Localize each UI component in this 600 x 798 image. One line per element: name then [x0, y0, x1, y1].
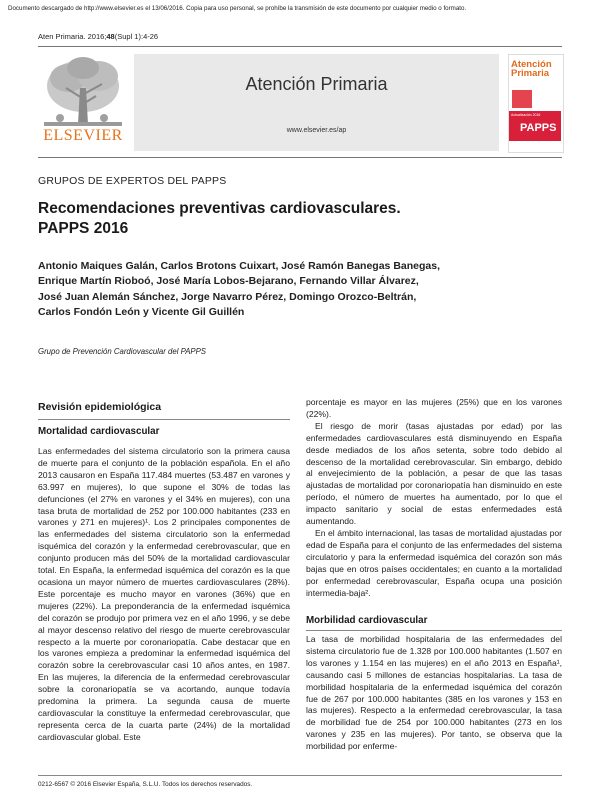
- elsevier-wordmark: ELSEVIER: [43, 127, 123, 144]
- heading-cardiovascular-morbidity: Morbilidad cardiovascular: [306, 615, 428, 626]
- journal-banner: [134, 54, 499, 151]
- download-watermark: Documento descargado de http://www.elsevier.es el 13/06/2016. Copia para uso personal, se prohíbe la transmisión de este documento por cualquier medio o formato.: [8, 5, 467, 12]
- cover-title: [511, 60, 561, 78]
- citation-volume: 48: [106, 32, 115, 41]
- body-paragraph: La tasa de morbilidad hospitalaria de las enfermedades del sistema circulatorio fue de 1.328 por 100.000 habitantes (1.507 en los varones y 1.154 en las mujeres) en el año 2013 en España¹, causando casi 5 millones de estancias hospitalarias. La tasa de morbilidad hospitalaria de la enfermedad isquémica del corazón fue de 267 por 100.000 habitantes (385 en los varones y 153 en las mujeres). Respecto a la enfermedad cerebrovascular, la tasa de morbilidad fue de 254 por 100.000 habitantes (273 en los varones y 235 en las mujeres). Por tanto, se observa que la morbilidad por enferme-: [306, 634, 562, 752]
- right-column-body-lower: [306, 634, 562, 753]
- citation-prefix: Aten Primaria. 2016;: [38, 32, 107, 41]
- authors-line-4: Carlos Fondón León y Vicente Gil Guillén: [38, 305, 245, 318]
- authors-line-3: José Juan Alemán Sánchez, Jorge Navarro Pérez, Domingo Orozco-Beltrán,: [38, 290, 417, 303]
- section-rule: [38, 419, 290, 420]
- heading-cardiovascular-mortality: Mortalidad cardiovascular: [38, 426, 160, 437]
- body-paragraph: El riesgo de morir (tasas ajustadas por edad) por las enfermedades cardiovasculares está disminuyendo en España desde mediados de los años setenta, sobre todo debido al descenso de la mortalidad cerebrovascular. Sin embargo, debido al envejecimiento de la población, a pesar de que las tasas ajustadas de mortalidad por coronariopatía han disminuido en este período, el número de muertes ha aumentado, por lo que el impacto sanitario y social de estas enfermedades está aumentando.: [306, 420, 562, 527]
- section-rule: [306, 630, 562, 631]
- right-column-body: [306, 397, 562, 599]
- authors-line-2: Enrique Martín Rioboó, José María Lobos-Bejarano, Fernando Villar Álvarez,: [38, 275, 419, 288]
- body-paragraph: porcentaje es mayor en las mujeres (25%) que en los varones (22%).: [306, 397, 562, 419]
- cover-graphic: [512, 90, 532, 108]
- journal-url[interactable]: www.elsevier.es/ap: [286, 127, 347, 134]
- body-paragraph: En el ámbito internacional, las tasas de mortalidad ajustadas por edad de España para el conjunto de las enfermedades del sistema circulatorio y para la enfermedad isquémica del corazón son más bajas que en otros países occidentales; en cuanto a la mortalidad por enfermedad cerebrovascular, España ocupa una posición intermedia-baja².: [306, 527, 562, 598]
- section-group-label: GRUPOS DE EXPERTOS DEL PAPPS: [38, 175, 227, 187]
- copyright-footer: 0212-6567 © 2016 Elsevier España, S.L.U. Todos los derechos reservados.: [38, 781, 253, 788]
- journal-name: Atención Primaria: [245, 74, 388, 94]
- header-top-rule: [38, 46, 562, 47]
- citation-suffix: (Supl 1):4-26: [114, 32, 159, 41]
- paper-title: [38, 199, 538, 239]
- cover-title-line2: Primaria: [511, 68, 550, 79]
- cover-title-line1: Atención: [511, 59, 552, 70]
- journal-citation: [38, 32, 158, 41]
- footer-rule: [38, 775, 562, 776]
- authors-line-1: Antonio Maiques Galán, Carlos Brotons Cuixart, José Ramón Banegas Banegas,: [38, 260, 441, 272]
- heading-epidemiological-review: Revisión epidemiológica: [38, 401, 162, 413]
- title-line-1: Recomendaciones preventivas cardiovasculares.: [38, 200, 401, 217]
- cover-subtitle: Actualización 2016: [511, 113, 541, 117]
- author-list: [38, 259, 558, 320]
- title-line-2: PAPPS 2016: [38, 220, 129, 237]
- affiliation: Grupo de Prevención Cardiovascular del PAPPS: [38, 347, 207, 356]
- left-column-body: [38, 446, 290, 744]
- header-bottom-rule: [38, 157, 562, 158]
- cover-papps-label: PAPPS: [520, 122, 557, 134]
- body-paragraph: Las enfermedades del sistema circulatorio son la primera causa de muerte para el conjunto de la población española. En el año 2013 causaron en España 117.484 muertes (53.487 en varones y 63.997 en mujeres), lo que supone el 30% de todas las defunciones (el 27% en varones y el 34% en mujeres), con una tasa bruta de mortalidad de 252 por 100.000 habitantes (233 en varones y 271 en mujeres)¹. Los 2 principales componentes de las enfermedades del sistema circulatorio son la enfermedad isquémica del corazón y la enfermedad cerebrovascular, que en conjunto producen más del 50% de la mortalidad cardiovascular total. En España, la enfermedad isquémica del corazón es la que ocasiona un mayor número de muertes cardiovasculares (28%). Este porcentaje es mucho mayor en varones (36%) que en mujeres (22%). La preponderancia de la enfermedad isquémica del corazón se produjo por primera vez en el año 1996, y se debe al mayor descenso relativo del riesgo de muerte cerebrovascular respecto a la muerte por coronariopatía. Cabe destacar que en los varones empieza a predominar la enfermedad isquémica del corazón sobre la cerebrovascular casi 10 años antes, en 1987. En las mujeres, la diferencia de la enfermedad cerebrovascular sobre la coronariopatía se va acortando, aunque todavía predomina la primera. La segunda causa de muerte cardiovascular la constituye la enfermedad cerebrovascular, que representa cerca de la cuarta parte (24%) de la mortalidad cardiovascular global. Este: [38, 446, 290, 742]
